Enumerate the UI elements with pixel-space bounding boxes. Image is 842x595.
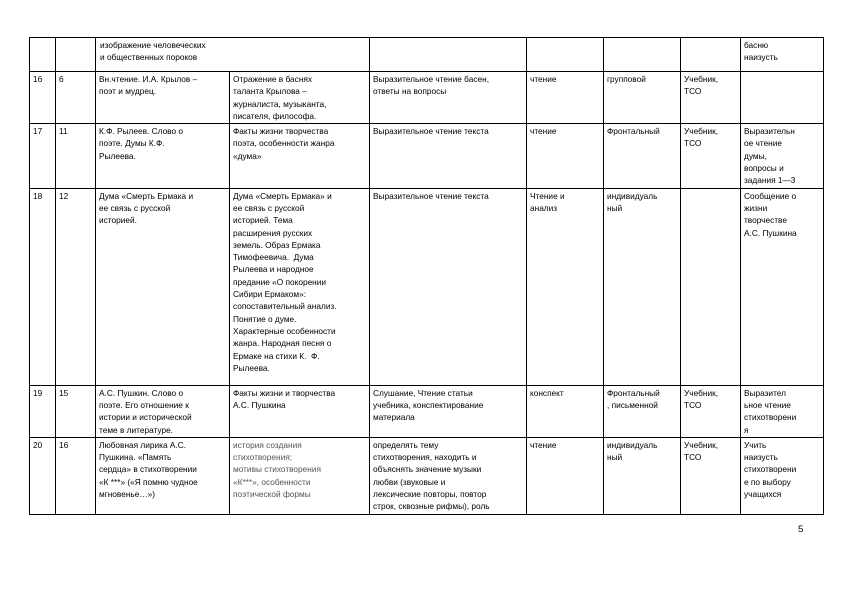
homework-cell: басню наизусть (741, 38, 824, 72)
activity-cell: Слушание, Чтение статьи учебника, конспектирование материала (370, 385, 527, 437)
program-number-cell: 11 (56, 124, 96, 188)
content-cell: Факты жизни творчества поэта, особенности жанра «дума» (230, 124, 370, 188)
lesson-number-cell (30, 38, 56, 72)
homework-cell: Сообщение о жизни творчестве А.С. Пушкина (741, 188, 824, 385)
program-number-cell: 12 (56, 188, 96, 385)
form-cell: индивидуаль ный (604, 188, 681, 385)
activity-cell: определять тему стихотворения, находить и объяснять значение музыки любви (звуковые и лексические повторы, повтор строк, сквозные рифмы), роль (370, 437, 527, 514)
form-cell: групповой (604, 72, 681, 124)
equipment-cell (681, 188, 741, 385)
homework-cell (741, 72, 824, 124)
lesson-number-cell: 20 (30, 437, 56, 514)
equipment-cell: Учебник, ТСО (681, 437, 741, 514)
table-row (30, 38, 824, 72)
content-cell: Дума «Смерть Ермака» и ее связь с русской историей. Тема расширения русских земель. Образ Ермака Тимофеевича. Дума Рылеева и народное предание «О покорении Сибири Ермаком»: сопоставительный анализ. Понятие о думе. Характерные особенности жанра. Народная песня о Ермаке на стихи К. Ф. Рылеева. (230, 188, 370, 385)
program-number-cell: 16 (56, 437, 96, 514)
topic-cell: Любовная лирика А.С. Пушкина. «Память сердца» в стихотворении «К ***» («Я помню чудное мгновенье…») (96, 437, 230, 514)
table-row (30, 385, 824, 437)
topic-cell: А.С. Пушкин. Слово о поэте. Его отношение к истории и исторической теме в литературе. (96, 385, 230, 437)
form-cell (604, 38, 681, 72)
table-row (30, 72, 824, 124)
form-cell: индивидуаль ный (604, 437, 681, 514)
lesson-number-cell: 16 (30, 72, 56, 124)
equipment-cell: Учебник, ТСО (681, 385, 741, 437)
control-cell: чтение (527, 437, 604, 514)
thematic-plan-table (29, 37, 824, 515)
content-cell: изображение человеческих и общественных пороков (96, 38, 370, 72)
content-cell: Факты жизни и творчества А.С. Пушкина (230, 385, 370, 437)
lesson-number-cell: 18 (30, 188, 56, 385)
activity-cell (370, 38, 527, 72)
topic-cell: Дума «Смерть Ермака и ее связь с русской историей. (96, 188, 230, 385)
activity-cell: Выразительное чтение текста (370, 124, 527, 188)
topic-cell: Вн.чтение. И.А. Крылов – поэт и мудрец. (96, 72, 230, 124)
homework-cell: Учить наизусть стихотворени е по выбору учащихся (741, 437, 824, 514)
page-number: 5 (798, 524, 804, 535)
program-number-cell: 6 (56, 72, 96, 124)
homework-cell: Выразительн ое чтение думы, вопросы и задания 1—3 (741, 124, 824, 188)
lesson-number-cell: 17 (30, 124, 56, 188)
control-cell: чтение (527, 72, 604, 124)
control-cell: конспект (527, 385, 604, 437)
form-cell: Фронтальный (604, 124, 681, 188)
table-row (30, 437, 824, 514)
activity-cell: Выразительное чтение басен, ответы на вопросы (370, 72, 527, 124)
program-number-cell (56, 38, 96, 72)
homework-cell: Выразител ьное чтение стихотворени я (741, 385, 824, 437)
equipment-cell (681, 38, 741, 72)
table-row (30, 124, 824, 188)
table-row (30, 188, 824, 385)
topic-cell: К.Ф. Рылеев. Слово о поэте. Думы К.Ф. Рылеева. (96, 124, 230, 188)
program-number-cell: 15 (56, 385, 96, 437)
equipment-cell: Учебник, ТСО (681, 72, 741, 124)
form-cell: Фронтальный , письменной (604, 385, 681, 437)
equipment-cell: Учебник, ТСО (681, 124, 741, 188)
control-cell (527, 38, 604, 72)
activity-cell: Выразительное чтение текста (370, 188, 527, 385)
lesson-number-cell: 19 (30, 385, 56, 437)
content-cell: история создания стихотворения; мотивы стихотворения «К***», особенности поэтической формы (230, 437, 370, 514)
content-cell: Отражение в баснях таланта Крылова – журналиста, музыканта, писателя, философа. (230, 72, 370, 124)
control-cell: чтение (527, 124, 604, 188)
control-cell: Чтение и анализ (527, 188, 604, 385)
